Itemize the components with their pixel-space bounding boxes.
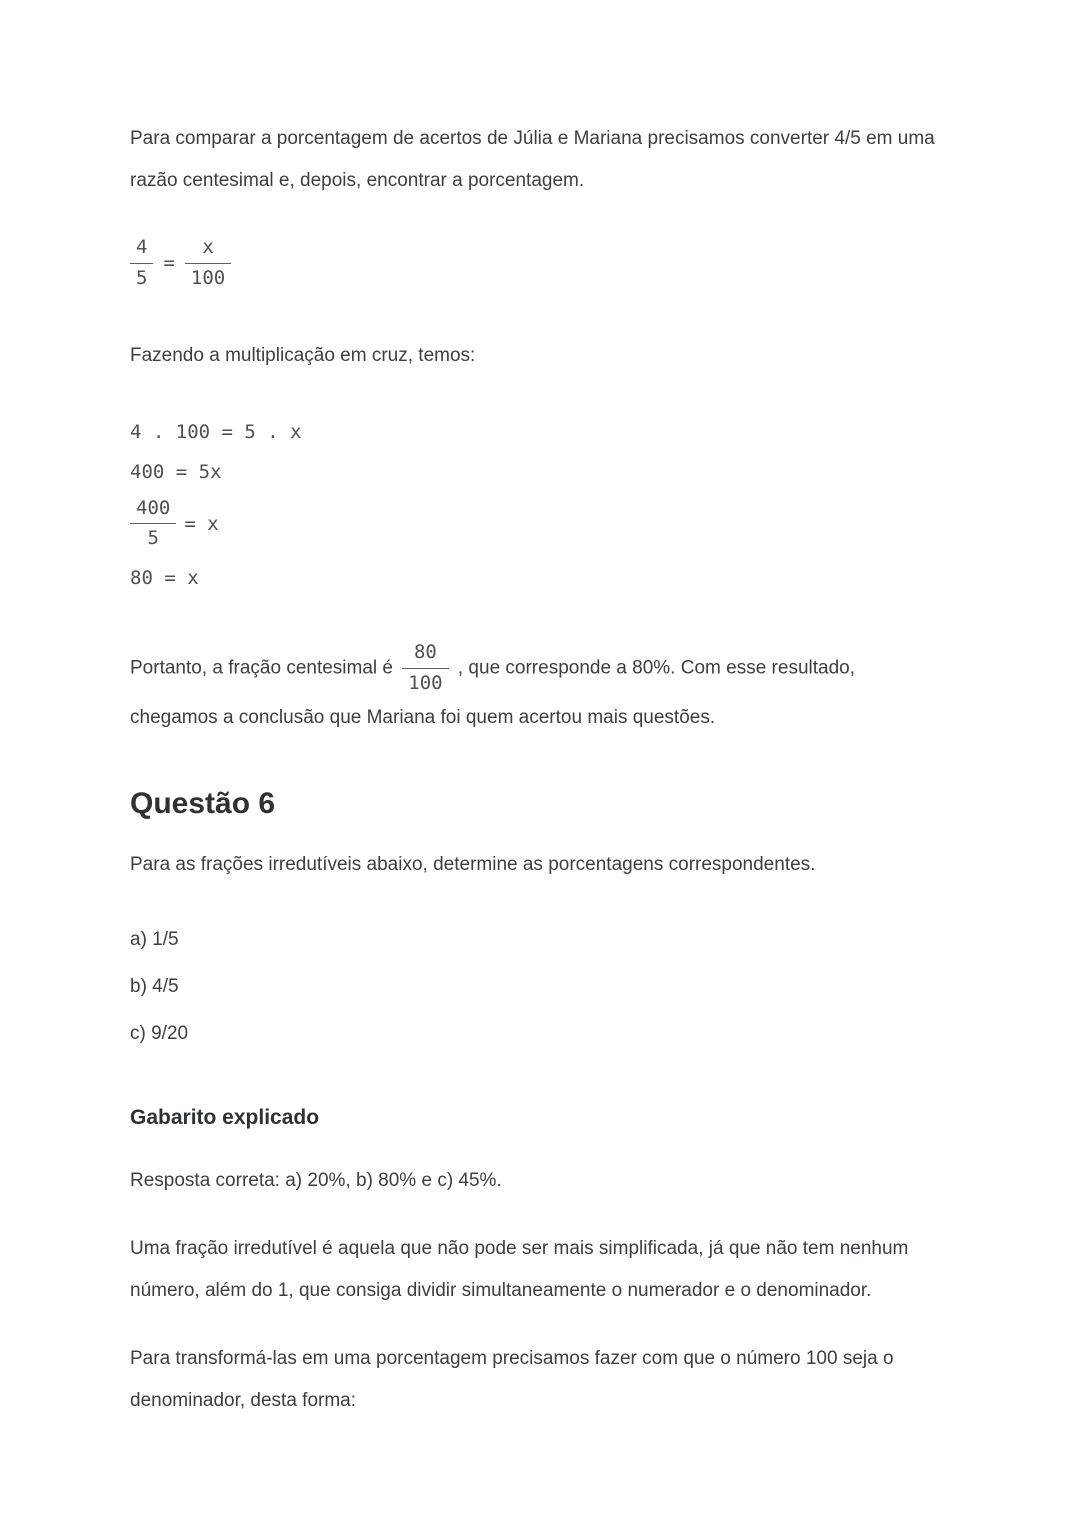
equals-sign: = xyxy=(163,252,175,275)
fraction-x-100 xyxy=(185,236,231,291)
inline-fraction-denominator: 100 xyxy=(408,671,443,694)
paragraph-conclusion xyxy=(130,641,945,740)
answer-paragraph: Resposta correta: a) 20%, b) 80% e c) 45%. xyxy=(130,1169,502,1191)
fraction-4-5 xyxy=(130,236,153,291)
question-6-heading: Questão 6 xyxy=(130,786,276,820)
fraction-x-100-denominator: 100 xyxy=(190,266,226,289)
math-step-4: 80 = x xyxy=(130,567,199,589)
conclusion-text-before: Portanto, a fração centesimal é xyxy=(130,657,399,679)
math-step-3-rest: = x xyxy=(184,512,219,535)
math-step-1: 4 . 100 = 5 . x xyxy=(130,420,302,443)
conclusion-text-after: , que corresponde a 80%. Com esse resultado, chegamos a conclusão que Mariana foi quem acertou mais questões. xyxy=(130,657,855,728)
fraction-list xyxy=(130,916,945,1057)
proportion-equation xyxy=(130,236,945,291)
inline-fraction-numerator: 80 xyxy=(402,641,448,669)
inline-fraction-80-100 xyxy=(402,641,448,696)
paragraph-intro: Para comparar a porcentagem de acertos de Júlia e Mariana precisamos converter 4/5 em uma razão centesimal e, depois, encontrar a porcentagem. xyxy=(130,128,935,191)
fraction-x-100-numerator: x xyxy=(185,236,231,264)
list-item-b: b) 4/5 xyxy=(130,975,179,997)
list-item-c: c) 9/20 xyxy=(130,1022,189,1044)
gabarito-heading: Gabarito explicado xyxy=(130,1105,320,1129)
math-step-2: 400 = 5x xyxy=(130,460,222,483)
fraction-400-5 xyxy=(130,497,176,552)
fraction-400-5-numerator: 400 xyxy=(130,497,176,525)
paragraph-cross-multiplication: Fazendo a multiplicação em cruz, temos: xyxy=(130,344,476,366)
math-step-3 xyxy=(130,497,945,552)
list-item-a: a) 1/5 xyxy=(130,928,179,950)
explanation-paragraph-2: Para transformá-las em uma porcentagem precisamos fazer com que o número 100 seja o denominador, desta forma: xyxy=(130,1347,894,1411)
math-steps xyxy=(130,415,945,596)
fraction-4-5-numerator: 4 xyxy=(130,236,153,264)
question-6-statement: Para as frações irredutíveis abaixo, determine as porcentagens correspondentes. xyxy=(130,853,816,875)
fraction-400-5-denominator: 5 xyxy=(147,527,159,550)
explanation-paragraph-1: Uma fração irredutível é aquela que não pode ser mais simplificada, já que não tem nenhum número, além do 1, que consiga dividir simultaneamente o numerador e o denominador. xyxy=(130,1237,909,1301)
fraction-4-5-denominator: 5 xyxy=(136,266,148,289)
